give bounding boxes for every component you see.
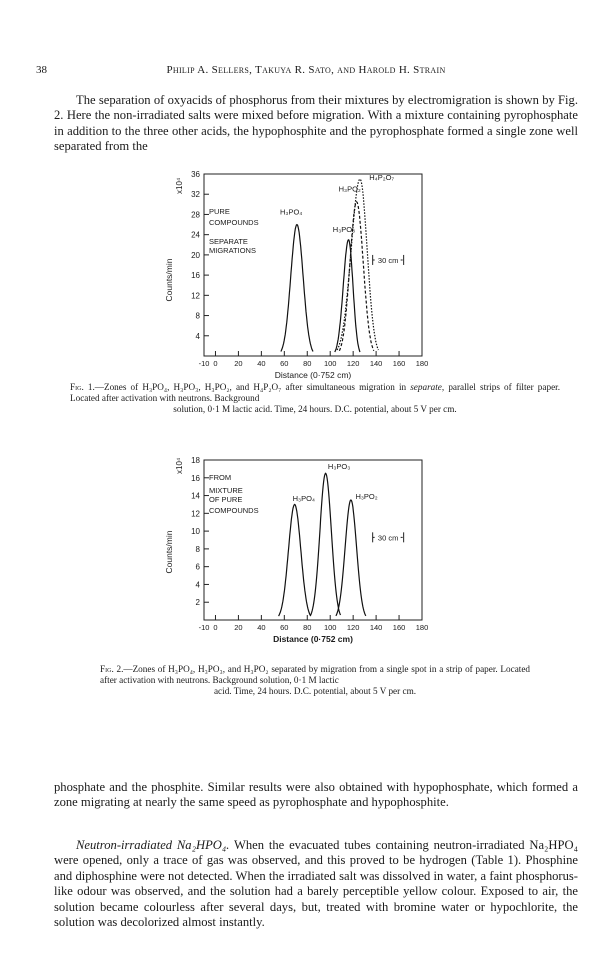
figure1-x-tick-label: 160 bbox=[392, 359, 406, 368]
figure2-peak-label-1: H₃PO₃ bbox=[327, 461, 351, 471]
fig1-caption-last: solution, 0·1 M lactic acid. Time, 24 hours. D.C. potential, about 5 V per cm. bbox=[173, 404, 457, 414]
figure-2-chart bbox=[160, 452, 470, 646]
fig1-y-multiplier: x10⁴ bbox=[175, 177, 184, 194]
figure1-x-tick-label: 80 bbox=[303, 359, 312, 368]
figure2-x-tick-label: 20 bbox=[234, 623, 243, 632]
figure2-peak-label-0: H₃PO₄ bbox=[292, 493, 316, 503]
running-title: Philip A. Sellers, Takuya R. Sato, and Harold H. Strain bbox=[166, 64, 446, 76]
figure1-y-tick-label: 20 bbox=[191, 250, 200, 260]
figure1-y-tick-label: 8 bbox=[195, 311, 200, 321]
figure2-y-tick-label: 6 bbox=[195, 562, 200, 572]
figure2-y-tick-label: 12 bbox=[191, 509, 200, 519]
fig2-y-multiplier: x10⁴ bbox=[175, 457, 184, 474]
figure1-x-tick-label: 180 bbox=[415, 359, 429, 368]
body-paragraph-3 bbox=[54, 838, 578, 930]
figure2-annotation-line: COMPOUNDS bbox=[209, 506, 259, 515]
figure2-x-tick-label: 80 bbox=[303, 623, 312, 632]
figure1-annotation-line: MIGRATIONS bbox=[209, 246, 256, 255]
figure2-peak-label-2: H₃PO₂ bbox=[355, 492, 378, 502]
figure1-x-tick-label: 20 bbox=[234, 359, 243, 368]
figure1-y-tick-label: 16 bbox=[191, 271, 200, 281]
figure2-peak-2 bbox=[336, 500, 366, 616]
figure2-y-tick-label: 2 bbox=[195, 598, 200, 608]
fig2-caption-last: acid. Time, 24 hours. D.C. potential, about 5 V per cm. bbox=[213, 686, 417, 696]
figure2-y-tick-label: 18 bbox=[191, 456, 200, 465]
figure1-y-tick-label: 4 bbox=[195, 331, 200, 341]
figure1-x-tick-label: 40 bbox=[257, 359, 266, 368]
figure1-annotation-line: SEPARATE bbox=[209, 237, 248, 246]
figure-2-caption bbox=[100, 664, 530, 697]
figure2-x-tick-label: 60 bbox=[280, 623, 289, 632]
body-paragraph-1: The separation of oxyacids of phosphorus from their mixtures by electromigration is shown by Fig. 2. Here the non-irradiated salts were mixed before migration. With a mixture containing pyrophosphate in addition to the three other acids, the hypophosphite and the pyrophosphate formed a single zone well separated from the bbox=[54, 93, 578, 154]
figure2-x-tick-label: 100 bbox=[323, 623, 337, 632]
figure1-peak-label-2: H₃PO₂ bbox=[338, 184, 361, 194]
figure-1-chart bbox=[160, 160, 470, 382]
figure1-scale-bar-label: 30 cm bbox=[377, 255, 399, 265]
figure1-y-tick-label: 12 bbox=[191, 291, 200, 301]
figure2-y-tick-label: 14 bbox=[191, 491, 200, 501]
figure1-peak-label-3: H₄P₂O₇ bbox=[369, 173, 395, 183]
figure2-x-tick-label: 160 bbox=[392, 623, 406, 632]
figure2-peak-1 bbox=[311, 473, 341, 615]
figure2-x-tick-label: 40 bbox=[257, 623, 266, 632]
figure2-x-tick-label: 180 bbox=[415, 623, 429, 632]
figure2-annotation-line: MIXTURE bbox=[209, 486, 243, 495]
figure2-y-tick-label: 4 bbox=[195, 580, 200, 590]
figure1-y-tick-label: 24 bbox=[191, 230, 200, 240]
figure1-annotation-line: PURE bbox=[209, 207, 230, 216]
figure1-plot-frame bbox=[204, 174, 422, 356]
figure1-peak-0 bbox=[281, 225, 313, 352]
fig2-caption-a: —Zones of H₃PO₄, H₃PO₃, and H₃PO₂ separated by migration from a single spot in a strip of paper. Located after activation with neutrons. Background solution, 0·1 M lactic bbox=[100, 664, 530, 685]
figure2-annotation-line: OF PURE bbox=[209, 495, 243, 504]
figure1-x-tick-label: -10 bbox=[198, 359, 210, 368]
paragraph-3-text: When the evacuated tubes containing neutron-irradiated Na₂HPO₄ were opened, only a trace of gas was observed, and this proved to be hydrogen (Table 1). Phosphine and diphosphine were not detected. When the irradiated salt was dissolved in water, a faint phosphorus-like odour was observed, and the solution had a barely perceptible yellow colour. Exposed to air, the solution became colourless after several days, but, treated with bromine water or hypochlorite, the solution was decolorized almost instantly. bbox=[54, 838, 579, 930]
fig1-caption-a: —Zones of H₃PO₄, H₃PO₃, H₃PO₂, and H₄P₂O₇ after simultaneous migration in bbox=[94, 382, 407, 392]
fig2-y-axis-label: Counts/min bbox=[164, 530, 174, 574]
figure2-annotation-line: FROM bbox=[209, 473, 232, 482]
figure1-x-tick-label: 120 bbox=[346, 359, 360, 368]
figure2-y-tick-label: 16 bbox=[191, 473, 200, 483]
fig2-plot-area bbox=[191, 456, 428, 632]
page-number: 38 bbox=[36, 64, 47, 76]
figure2-x-tick-label: 0 bbox=[213, 623, 218, 632]
fig1-caption-label: Fig. 1. bbox=[70, 382, 95, 392]
figure2-x-tick-label: 140 bbox=[369, 623, 383, 632]
figure1-y-tick-label: 32 bbox=[191, 190, 200, 200]
figure2-peak-0 bbox=[279, 504, 311, 616]
fig1-plot-area bbox=[191, 170, 428, 368]
figure2-x-tick-label: 120 bbox=[346, 623, 360, 632]
figure1-x-tick-label: 100 bbox=[323, 359, 337, 368]
figure2-y-tick-label: 8 bbox=[195, 544, 200, 554]
figure1-x-tick-label: 60 bbox=[280, 359, 289, 368]
figure1-y-tick-label: 36 bbox=[191, 170, 200, 179]
figure2-x-tick-label: -10 bbox=[198, 623, 210, 632]
fig1-caption-em: separate, bbox=[410, 382, 445, 392]
fig1-x-axis-label: Distance (0·752 cm) bbox=[274, 370, 352, 380]
figure1-annotation-line: COMPOUNDS bbox=[209, 218, 259, 227]
figure-1-caption bbox=[70, 382, 560, 415]
figure2-y-tick-label: 10 bbox=[191, 527, 200, 537]
fig2-caption-label: Fig. 2. bbox=[100, 664, 124, 674]
figure1-y-tick-label: 28 bbox=[191, 210, 200, 220]
body-paragraph-2: phosphate and the phosphite. Similar results were also obtained with hypophosphate, which formed a zone migrating at nearly the same speed as pyrophosphate and hypophosphite. bbox=[54, 780, 578, 810]
figure2-scale-bar-label: 30 cm bbox=[377, 533, 399, 543]
figure1-peak-label-1: H₃PO₃ bbox=[332, 225, 356, 235]
figure1-x-tick-label: 0 bbox=[213, 359, 218, 368]
figure1-x-tick-label: 140 bbox=[369, 359, 383, 368]
fig2-x-axis-label: Distance (0·752 cm) bbox=[273, 634, 353, 644]
paragraph-3-heading: Neutron-irradiated Na₂HPO₄. bbox=[76, 838, 230, 852]
figure1-peak-label-0: H₃PO₄ bbox=[280, 207, 303, 217]
fig1-caption-b: parallel strips of filter paper. Located after activation with neutrons. Background bbox=[70, 382, 561, 403]
fig1-y-axis-label: Counts/min bbox=[164, 258, 174, 302]
